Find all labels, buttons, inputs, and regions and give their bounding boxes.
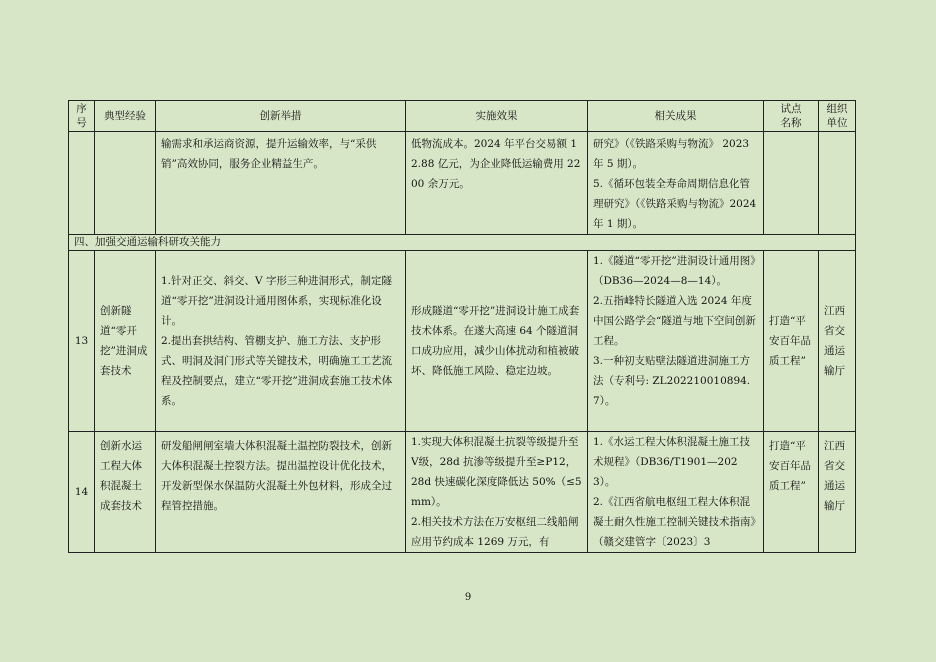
achievements-text: 研究》（《铁路采购与物流》 2023 年 5 期）。 5.《循环包装全寿命周期信息化管理研究》（《铁路采购与物流》2024 年 1 期）。 <box>593 138 757 230</box>
cell-achievements <box>588 132 764 235</box>
cell-experience: 创新水运工程大体积混凝土成套技术 <box>95 432 156 553</box>
cell-experience <box>95 132 156 235</box>
effect-text: 1.实现大体积混凝土抗裂等级提升至Ⅴ级，28d 抗渗等级提升至≥P12，28d 快速碳化深度降低达 50%（≤5mm）。 2.相关技术方法在万安枢纽二线船闸应用节约成本 1269 万元，有 <box>411 436 582 548</box>
cell-effect: 低物流成本。2024 年平台交易额 12.88 亿元，为企业降低运输费用 2200 余万元。 <box>406 132 588 235</box>
cell-achievements <box>588 432 764 553</box>
header-org <box>819 101 856 132</box>
table-row <box>69 432 856 553</box>
achievements-text: 1.《隧道“零开挖”进洞设计通用图》（DB36—2024—8—14）。 2.五指峰特长隧道入选 2024 年度中国公路学会“隧道与地下空间创新工程。 3.一种初支贴壁法隧道进洞施工方法（专利号: ZL202210010894.7）。 <box>593 255 756 407</box>
cell-pilot: 打造“平安百年品质工程” <box>764 251 819 432</box>
cell-org: 江西省交通运输厅 <box>819 432 856 553</box>
innovation-text: 研发船闸闸室墙大体积混凝土温控防裂技术，创新大体积混凝土控裂方法。提出温控设计优化技术，开发新型保水保温防火混凝土外包材料，形成全过程管控措施。 <box>161 440 392 512</box>
cell-pilot: 打造“平安百年品质工程” <box>764 432 819 553</box>
cell-achievements <box>588 251 764 432</box>
innovation-text: 1.针对正交、斜交、V 字形三种进洞形式，制定隧道“零开挖”进洞设计通用图体系，实现标准化设计。 2.提出套拱结构、管棚支护、施工方法、支护形式、明洞及洞门形式等关键技术，明确施工工艺流程及控制要点，建立“零开挖”进洞成套施工技术体系。 <box>161 275 393 407</box>
header-effect: 实施效果 <box>406 101 588 132</box>
table-row <box>69 251 856 432</box>
cell-innovation: 输需求和承运商资源，提升运输效率，与“采供销”高效协同，服务企业精益生产。 <box>156 132 406 235</box>
cell-effect: 形成隧道“零开挖”进洞设计施工成套技术体系。在遂大高速 64 个隧道洞口成功应用，减少山体扰动和植被破坏、降低施工风险、稳定边坡。 <box>406 251 588 432</box>
achievements-text: 1.《水运工程大体积混凝土施工技术规程》（DB36/T1901—2023）。 2.《江西省航电枢纽工程大体积混凝土耐久性施工控制关键技术指南》（赣交建管字〔2023〕3 <box>593 436 756 548</box>
section-row <box>69 235 856 251</box>
header-innovation: 创新举措 <box>156 101 406 132</box>
cell-no: 14 <box>69 432 95 553</box>
header-no <box>69 101 95 132</box>
cell-pilot <box>764 132 819 235</box>
header-experience: 典型经验 <box>95 101 156 132</box>
header-org-text: 组织 单位 <box>826 103 848 129</box>
cell-org: 江西省交通运输厅 <box>819 251 856 432</box>
table-header-row <box>69 101 856 132</box>
cell-effect <box>406 432 588 553</box>
cell-experience: 创新隧道“零开挖”进洞成套技术 <box>95 251 156 432</box>
cell-innovation <box>156 432 406 553</box>
experience-table <box>68 100 856 553</box>
header-no-text: 序 号 <box>76 103 87 129</box>
cell-org <box>819 132 856 235</box>
header-pilot-text: 试点 名称 <box>780 103 802 129</box>
header-pilot <box>764 101 819 132</box>
section-title: 四、加强交通运输科研攻关能力 <box>69 235 856 251</box>
table-row <box>69 132 856 235</box>
page-number: 9 <box>464 592 472 603</box>
cell-no <box>69 132 95 235</box>
header-achievements: 相关成果 <box>588 101 764 132</box>
cell-innovation <box>156 251 406 432</box>
cell-no: 13 <box>69 251 95 432</box>
